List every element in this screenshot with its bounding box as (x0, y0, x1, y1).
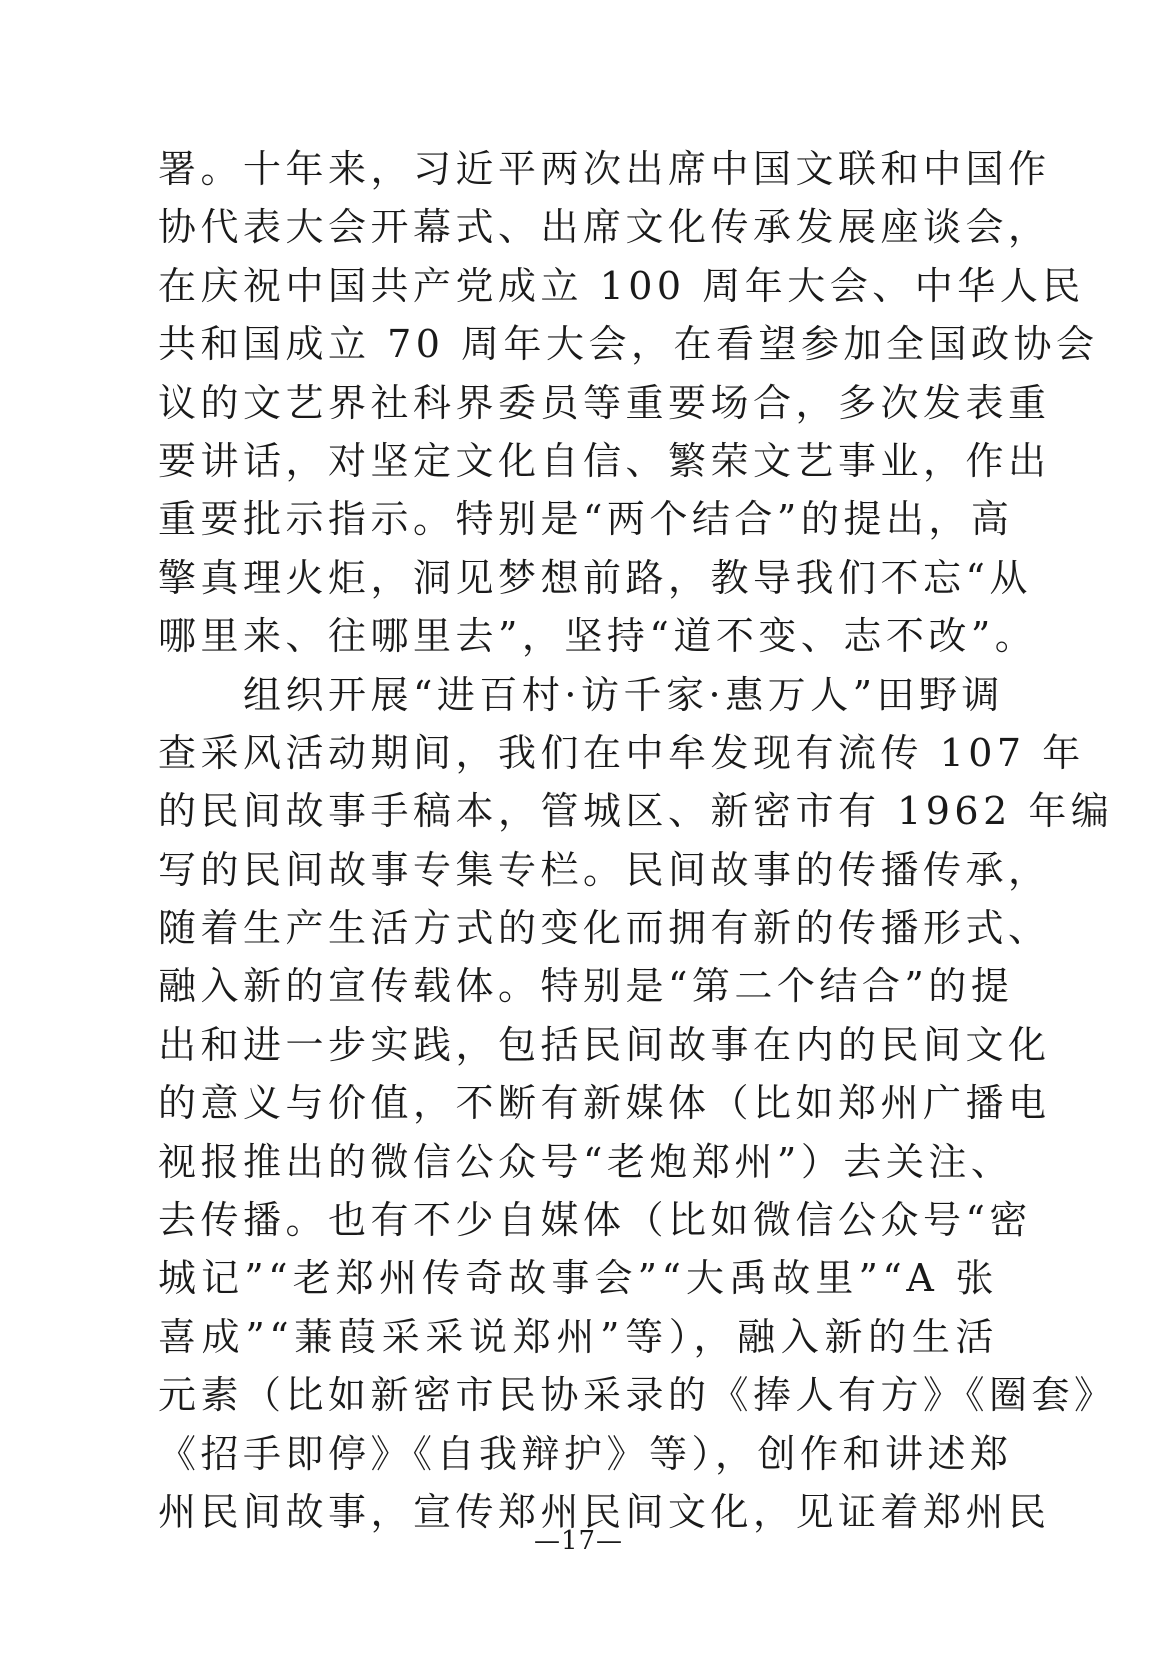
text-line: 州民间故事，宣传郑州民间文化，见证着郑州民 (158, 1489, 1051, 1534)
text-line: 议的文艺界社科界委员等重要场合，多次发表重 (158, 380, 1051, 425)
text-line: 写的民间故事专集专栏。民间故事的传播传承， (158, 847, 1051, 892)
text-line: 《招手即停》《自我辩护》等），创作和讲述郑 (158, 1431, 1013, 1476)
text-line: 哪里来、往哪里去”，坚持“道不变、志不改”。 (158, 614, 1038, 659)
text-line: 在庆祝中国共产党成立 100 周年大会、中华人民 (158, 263, 1085, 308)
text-line: 去传播。也有不少自媒体（比如微信公众号“密 (158, 1198, 1032, 1243)
text-line: 的意义与价值，不断有新媒体（比如郑州广播电 (158, 1081, 1051, 1126)
text-line: 查采风活动期间，我们在中牟发现有流传 107 年 (158, 730, 1085, 775)
text-line: 喜成”“蒹葭采采说郑州”等），融入新的生活 (158, 1314, 998, 1359)
text-line: 元素（比如新密市民协采录的《捧人有方》《圈套》 (158, 1373, 1117, 1418)
body-text (158, 140, 1117, 1541)
text-line: 视报推出的微信公众号“老炮郑州”）去关注、 (158, 1139, 1014, 1184)
paragraph-start-line: 组织开展“进百村·访千家·惠万人”田野调 (158, 672, 1005, 717)
text-line: 要讲话，对坚定文化自信、繁荣文艺事业，作出 (158, 438, 1051, 483)
page-number: —17— (533, 1526, 624, 1556)
text-line: 擎真理火炬，洞见梦想前路，教导我们不忘“从 (158, 555, 1032, 600)
text-line: 的民间故事手稿本，管城区、新密市有 1962 年编 (158, 789, 1114, 834)
text-line: 协代表大会开幕式、出席文化传承发展座谈会， (158, 205, 1051, 250)
text-line: 重要批示指示。特别是“两个结合”的提出，高 (158, 497, 1014, 542)
text-line: 署。十年来，习近平两次出席中国文联和中国作 (158, 147, 1051, 191)
text-line: 随着生产生活方式的变化而拥有新的传播形式、 (158, 906, 1051, 951)
text-line: 融入新的宣传载体。特别是“第二个结合”的提 (158, 964, 1014, 1009)
text-line: 城记”“老郑州传奇故事会”“大禹故里”“A 张 (158, 1256, 998, 1301)
text-line: 共和国成立 70 周年大会，在看望参加全国政协会 (158, 322, 1099, 367)
text-line: 出和进一步实践，包括民间故事在内的民间文化 (158, 1022, 1051, 1067)
